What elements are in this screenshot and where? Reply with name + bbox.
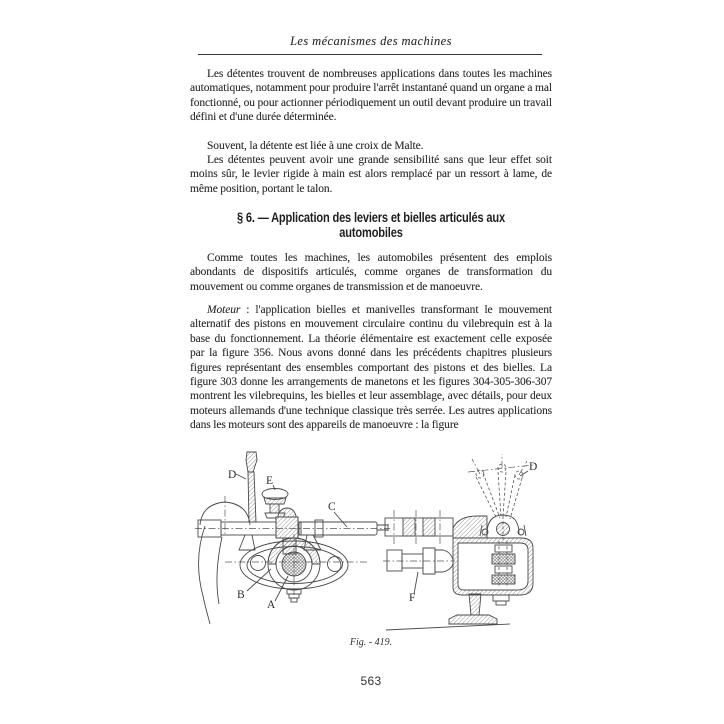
body-outline-curve-2 bbox=[217, 537, 222, 604]
paragraph-croix-de-malte: Souvent, la détente est liée à une croix de Malte. bbox=[207, 140, 424, 152]
section-heading bbox=[223, 211, 520, 240]
lever-positions-fan bbox=[476, 464, 523, 519]
right-mechanism-drawing bbox=[383, 448, 573, 643]
paragraph-moteur bbox=[190, 303, 552, 433]
gear-housing bbox=[453, 538, 533, 595]
gearbox-section-lines bbox=[195, 452, 390, 624]
figure-label-e: E bbox=[266, 475, 274, 487]
section-heading-line1: § 6. — Application des leviers et bielles articulés aux bbox=[236, 210, 506, 225]
paragraph-sensibilite: Les détentes peuvent avoir une grande sensibilité sans que leur effet soit moins sûr, le levier rigide à main est alors remplacé par un ressort à lame, de même position, portant le talon. bbox=[190, 154, 552, 195]
page-number: 563 bbox=[360, 674, 382, 688]
label-f-leader bbox=[414, 572, 418, 594]
moteur-body-text: : l'application bielles et manivelles transformant le mouvement alternatif des pistons en mouvement circulaire continu du vilebrequin est à la base du fonctionnement. La théorie élémentaire est exactement celle exposée par la figure 356. Nous avons donné dans les précédents chapitres plusieurs figures représentant des ensembles comportant des pistons et des bielles. La figure 303 donne les arrangements de manetons et les figures 304-305-306-307 montrent les vilebrequins, les bielles et leur assemblage, avec détails, pour deux moteurs allemands d'une technique classique très serrée. Les autres applications dans les moteurs sont des appareils de manoeuvre : la figure bbox=[190, 304, 552, 432]
moteur-lead-word: Moteur bbox=[207, 304, 241, 316]
paragraph-automobiles: Comme toutes les machines, les automobiles présentent des emplois abondants de dispositifs articulés, comme organes de transformation du mouvement ou comme organes de transmission et de manoeuvre. bbox=[190, 252, 552, 293]
shifter-section-lines bbox=[383, 454, 533, 630]
figure-label-c: C bbox=[328, 501, 336, 513]
internal-gear-stack bbox=[492, 545, 515, 584]
housing-top-cap bbox=[453, 516, 487, 538]
pedestal-base bbox=[449, 615, 497, 624]
label-c-leader bbox=[334, 512, 347, 527]
housing-nut bbox=[493, 595, 509, 605]
label-d-leader bbox=[236, 474, 246, 479]
figure-label-b: B bbox=[237, 589, 245, 601]
paragraph-detentes-applications: Les détentes trouvent de nombreuses applications dans toutes les machines automatiques, notamment pour produire l'arrêt instantané quand un organe a mal fonctionné, ou pour actionner périodiquement un outil devant produire un travail défini et d'une durée déterminée. bbox=[190, 68, 552, 124]
lever-tips-centerline bbox=[468, 465, 533, 472]
header-rule bbox=[198, 54, 542, 55]
body-outline-curve bbox=[199, 526, 210, 624]
pedestal-web bbox=[469, 594, 481, 615]
shift-lever-shape bbox=[246, 452, 257, 522]
figure-label-d-right: D bbox=[529, 461, 538, 473]
left-bracket bbox=[239, 535, 255, 550]
figure-label-d-left: D bbox=[228, 469, 237, 481]
label-e-leader bbox=[273, 485, 275, 490]
mounting-bar bbox=[385, 518, 453, 536]
section-heading-line2: automobiles bbox=[339, 224, 403, 240]
left-mechanism-drawing bbox=[195, 448, 390, 640]
running-header: Les mécanismes des machines bbox=[290, 34, 452, 48]
figure-label-a: A bbox=[267, 599, 276, 611]
ground-line bbox=[386, 624, 510, 630]
selector-rail bbox=[198, 508, 388, 538]
figure-label-f: F bbox=[409, 592, 416, 604]
figure-caption: Fig. - 419. bbox=[349, 637, 393, 648]
